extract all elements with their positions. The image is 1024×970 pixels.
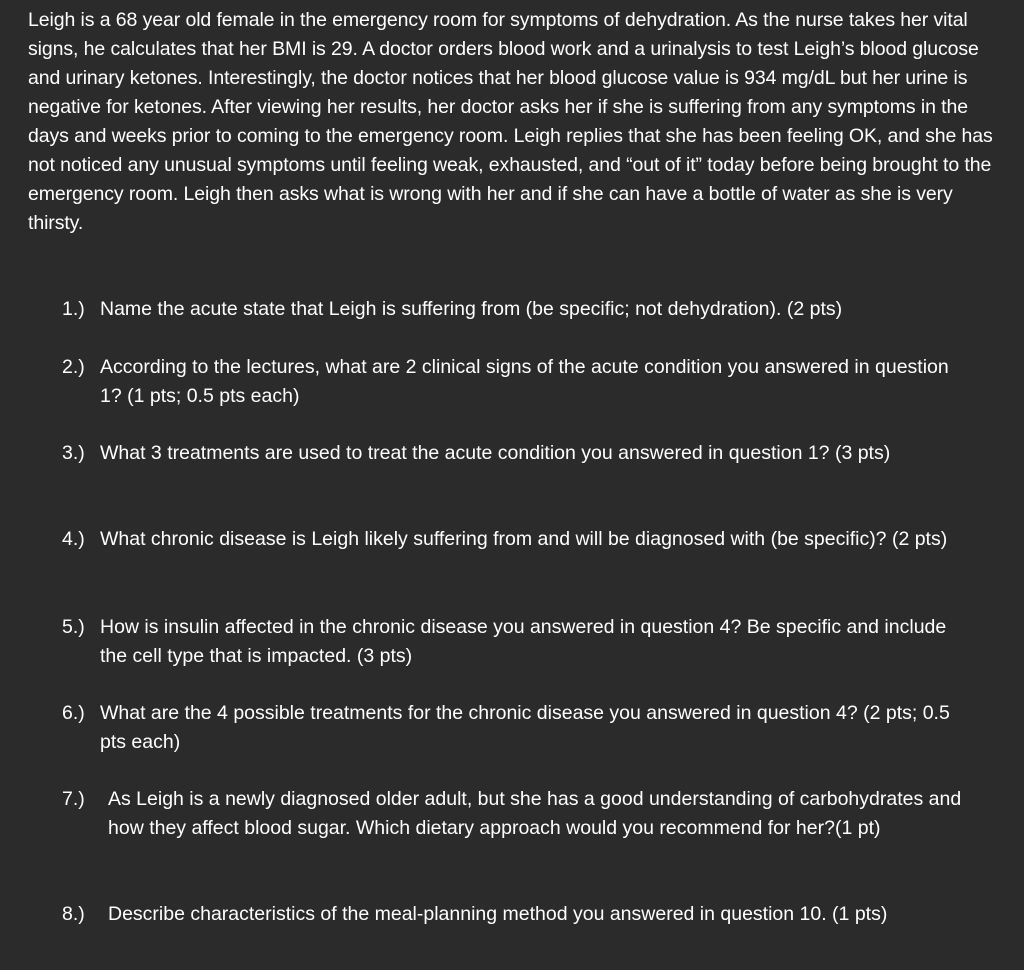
question-number: 7.) xyxy=(62,788,85,810)
question-number: 6.) xyxy=(62,702,85,724)
question-text: What chronic disease is Leigh likely suffering from and will be diagnosed with (be specific)? (2 pts) xyxy=(100,528,948,550)
question-number: 4.) xyxy=(62,528,85,550)
question-text: What are the 4 possible treatments for the chronic disease you answered in question 4? (2 pts; 0.5 pts each) xyxy=(100,702,950,753)
question-text: How is insulin affected in the chronic disease you answered in question 4? Be specific and include the cell type that is impacted. (3 pts) xyxy=(100,616,947,667)
question-number: 1.) xyxy=(62,298,85,320)
case-scenario-paragraph: Leigh is a 68 year old female in the emergency room for symptoms of dehydration. As the nurse takes her vital signs, he calculates that her BMI is 29. A doctor orders blood work and a urinalysis to test Leigh’s blood glucose and urinary ketones. Interestingly, the doctor notices that her blood glucose value is 934 mg/dL but her urine is negative for ketones. After viewing her results, her doctor asks her if she is suffering from any symptoms in the days and weeks prior to coming to the emergency room. Leigh replies that she has been feeling OK, and she has not noticed any unusual symptoms until feeling weak, exhausted, and “out of it” today before being brought to the emergency room. Leigh then asks what is wrong with her and if she can have a bottle of water as she is very thirsty. xyxy=(28,9,993,234)
question-number: 2.) xyxy=(62,356,85,378)
question-item-5 xyxy=(62,613,962,671)
question-item-2 xyxy=(62,353,962,411)
question-item-3 xyxy=(62,439,962,468)
question-item-8 xyxy=(62,900,962,929)
question-number: 5.) xyxy=(62,616,85,638)
question-text: Describe characteristics of the meal-planning method you answered in question 10. (1 pts) xyxy=(108,903,888,925)
question-text: Name the acute state that Leigh is suffering from (be specific; not dehydration). (2 pts) xyxy=(100,298,843,320)
question-item-6 xyxy=(62,699,962,757)
question-text: What 3 treatments are used to treat the acute condition you answered in question 1? (3 pts) xyxy=(100,442,891,464)
question-text: As Leigh is a newly diagnosed older adult, but she has a good understanding of carbohydrates and how they affect blood sugar. Which dietary approach would you recommend for her?(1 pt) xyxy=(108,788,962,839)
question-number: 8.) xyxy=(62,903,85,925)
question-number: 3.) xyxy=(62,442,85,464)
question-item-7 xyxy=(62,785,962,843)
question-item-4 xyxy=(62,525,962,554)
question-item-1 xyxy=(62,295,962,324)
question-text: According to the lectures, what are 2 clinical signs of the acute condition you answered in question 1? (1 pts; 0.5 pts each) xyxy=(100,356,949,407)
